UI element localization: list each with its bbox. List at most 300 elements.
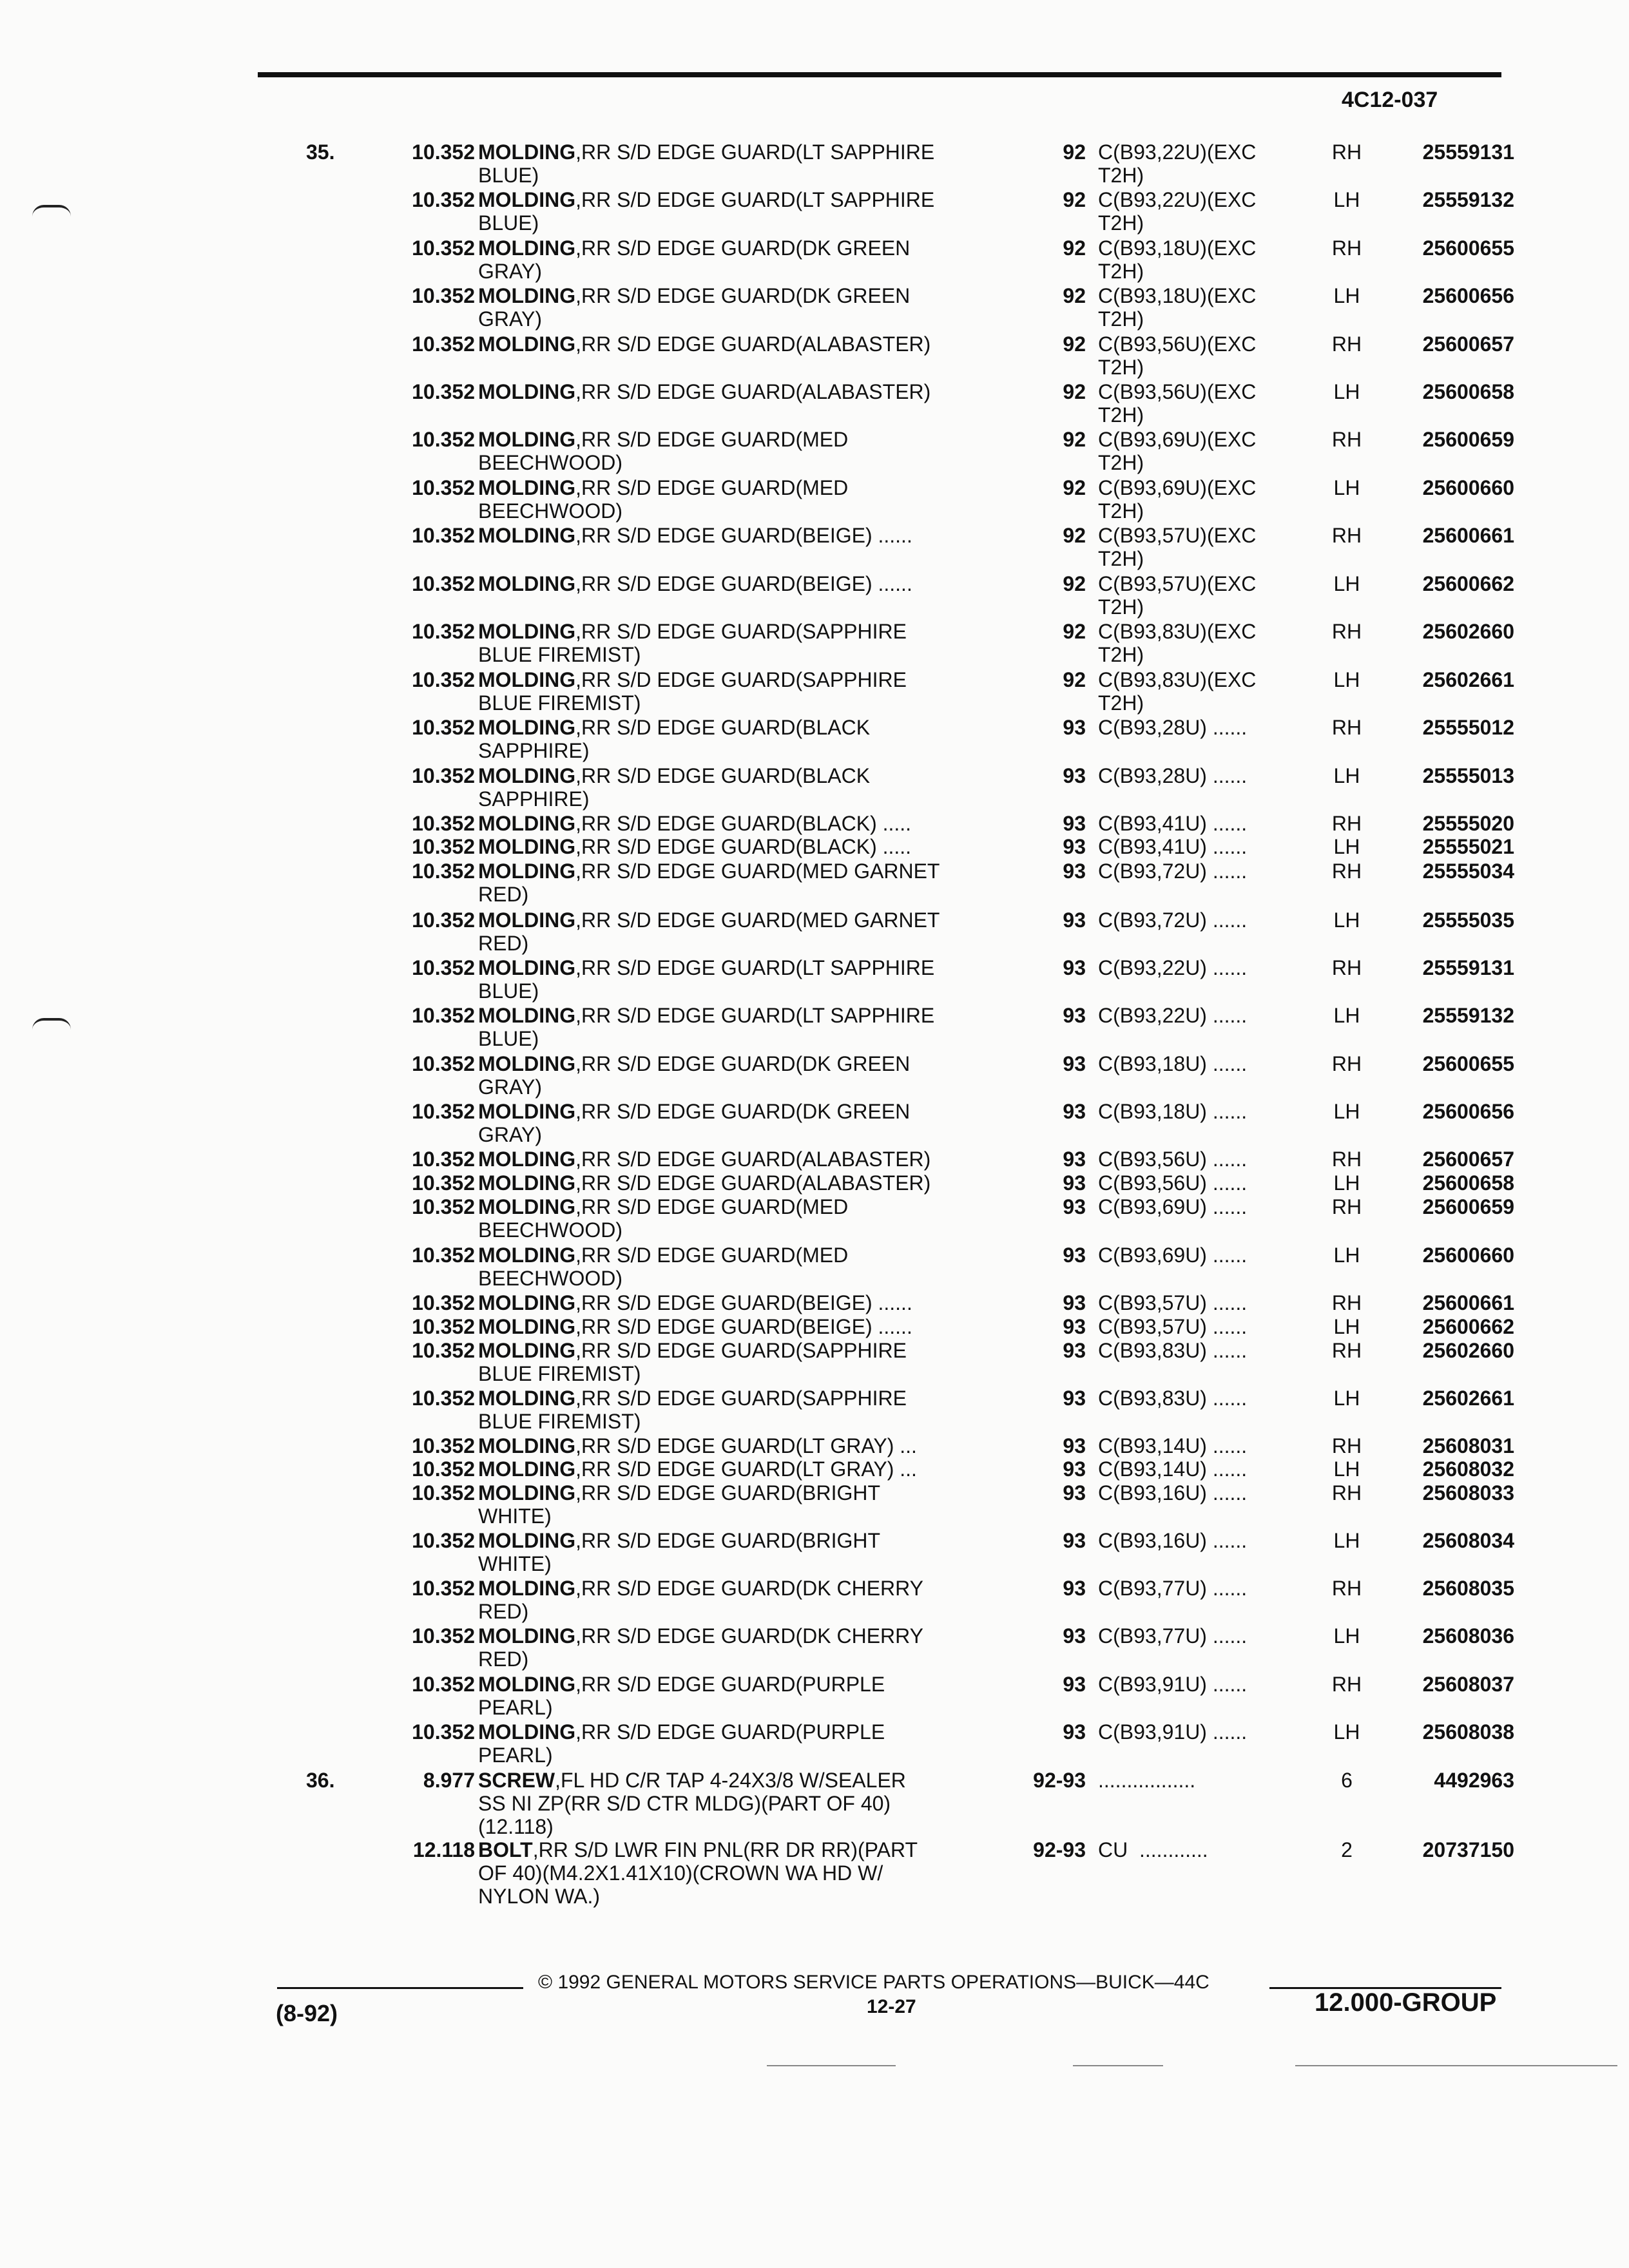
model-year: 93: [1063, 1577, 1086, 1600]
application-line: C(B93,56U) ......: [1098, 1148, 1248, 1171]
application-code: [1098, 1052, 1291, 1075]
part-number: 25559131: [1422, 956, 1514, 979]
reference-number: 8.977: [423, 1769, 475, 1792]
description-line: ,RR S/D EDGE GUARD(SAPPHIRE: [575, 620, 907, 643]
model-year: 93: [1063, 764, 1086, 787]
reference-number: 10.352: [412, 524, 475, 547]
part-number: 25555013: [1422, 764, 1514, 787]
description-continuation: BLUE): [478, 979, 539, 1003]
application-code: [1098, 764, 1291, 787]
part-description: [478, 1244, 1032, 1290]
application-line: C(B93,69U) ......: [1098, 1195, 1248, 1218]
part-number: 25608034: [1422, 1529, 1514, 1552]
application-line: C(B93,14U) ......: [1098, 1434, 1248, 1457]
part-description: [478, 620, 1032, 666]
description-line: ,RR S/D EDGE GUARD(BEIGE) ......: [575, 524, 912, 547]
part-description: [478, 835, 1032, 858]
item-number: 35.: [306, 140, 335, 164]
part-name: MOLDING: [478, 1004, 576, 1027]
part-description: [478, 524, 1032, 547]
part-number: 4492963: [1434, 1769, 1514, 1792]
side-or-quantity: RH: [1331, 812, 1362, 835]
part-description: [478, 1434, 1032, 1457]
part-number: 25555034: [1422, 860, 1514, 883]
reference-number: 10.352: [412, 1673, 475, 1696]
description-line: ,RR S/D EDGE GUARD(BRIGHT: [575, 1481, 881, 1504]
side-or-quantity: RH: [1331, 1052, 1362, 1075]
description-continuation: BLUE): [478, 211, 539, 235]
application-line: C(B93,56U)(EXC: [1098, 332, 1257, 356]
reference-number: 10.352: [412, 1339, 475, 1362]
reference-number: 10.352: [412, 188, 475, 211]
part-name: MOLDING: [478, 188, 576, 211]
part-description: [478, 1577, 1032, 1623]
model-year: 93: [1063, 1481, 1086, 1504]
side-or-quantity: RH: [1331, 1673, 1362, 1696]
side-or-quantity: LH: [1333, 476, 1360, 499]
description-line: ,RR S/D EDGE GUARD(ALABASTER): [575, 1148, 931, 1171]
part-number: 25600658: [1422, 380, 1514, 403]
part-name: MOLDING: [478, 835, 576, 858]
part-name: MOLDING: [478, 380, 576, 403]
description-line: ,RR S/D EDGE GUARD(MED: [575, 1244, 849, 1267]
application-line: C(B93,77U) ......: [1098, 1624, 1248, 1648]
application-code: [1098, 1624, 1291, 1648]
part-name: MOLDING: [478, 1052, 576, 1075]
part-name: SCREW: [478, 1769, 555, 1792]
reference-number: 10.352: [412, 1720, 475, 1744]
side-or-quantity: LH: [1333, 1457, 1360, 1481]
part-name: MOLDING: [478, 332, 576, 356]
application-code: [1098, 1838, 1291, 1861]
part-description: [478, 1457, 1032, 1481]
description-continuation: BLUE): [478, 1027, 539, 1050]
description-line: ,RR S/D EDGE GUARD(DK CHERRY: [575, 1577, 924, 1600]
description-line: ,RR S/D EDGE GUARD(SAPPHIRE: [575, 1339, 907, 1362]
reference-number: 10.352: [412, 572, 475, 595]
application-line: C(B93,16U) ......: [1098, 1529, 1248, 1552]
scan-artifact: [1295, 2065, 1617, 2066]
part-description: [478, 236, 1032, 283]
side-or-quantity: RH: [1331, 1339, 1362, 1362]
description-continuation: WHITE): [478, 1552, 552, 1575]
description-line: ,RR S/D EDGE GUARD(BLACK: [575, 716, 871, 739]
part-name: MOLDING: [478, 236, 576, 260]
description-line: ,RR S/D EDGE GUARD(DK GREEN: [575, 1100, 911, 1123]
part-number: 25602660: [1422, 620, 1514, 643]
model-year: 93: [1063, 908, 1086, 932]
part-description: [478, 1100, 1032, 1146]
side-or-quantity: 6: [1341, 1769, 1353, 1792]
application-continuation: T2H): [1098, 260, 1144, 283]
model-year: 92-93: [1033, 1769, 1086, 1792]
reference-number: 10.352: [412, 1434, 475, 1457]
description-continuation: BEECHWOOD): [478, 499, 622, 523]
side-or-quantity: LH: [1333, 284, 1360, 307]
application-line: C(B93,69U) ......: [1098, 1244, 1248, 1267]
reference-number: 10.352: [412, 835, 475, 858]
side-or-quantity: LH: [1333, 1529, 1360, 1552]
description-continuation: BLUE FIREMIST): [478, 1410, 641, 1433]
application-code: [1098, 284, 1291, 331]
application-code: [1098, 380, 1291, 427]
description-line: ,RR S/D EDGE GUARD(MED: [575, 428, 849, 451]
description-line: ,RR S/D EDGE GUARD(DK GREEN: [575, 284, 911, 307]
reference-number: 10.352: [412, 1315, 475, 1338]
reference-number: 10.352: [412, 620, 475, 643]
part-number: 25608032: [1422, 1457, 1514, 1481]
part-name: MOLDING: [478, 908, 576, 932]
application-code: [1098, 476, 1291, 523]
description-continuation: BEECHWOOD): [478, 1267, 622, 1290]
side-or-quantity: RH: [1331, 956, 1362, 979]
application-continuation: T2H): [1098, 691, 1144, 715]
description-continuation: SS NI ZP(RR S/D CTR MLDG)(PART OF 40): [478, 1792, 891, 1815]
model-year: 93: [1063, 1052, 1086, 1075]
application-code: [1098, 620, 1291, 666]
reference-number: 10.352: [412, 1171, 475, 1195]
part-name: MOLDING: [478, 716, 576, 739]
description-continuation: (12.118): [478, 1815, 554, 1838]
model-year: 93: [1063, 1720, 1086, 1744]
reference-number: 10.352: [412, 956, 475, 979]
application-line: C(B93,22U) ......: [1098, 956, 1248, 979]
part-number: 20737150: [1422, 1838, 1514, 1861]
part-description: [478, 428, 1032, 474]
model-year: 92: [1063, 428, 1086, 451]
reference-number: 10.352: [412, 236, 475, 260]
part-name: MOLDING: [478, 1339, 576, 1362]
part-number: 25600655: [1422, 236, 1514, 260]
part-number: 25608033: [1422, 1481, 1514, 1504]
application-continuation: T2H): [1098, 451, 1144, 474]
model-year: 92: [1063, 380, 1086, 403]
application-code: [1098, 428, 1291, 474]
part-description: [478, 188, 1032, 235]
copyright: © 1992 GENERAL MOTORS SERVICE PARTS OPERATIONS—BUICK—44C: [538, 1972, 1210, 1993]
application-line: C(B93,83U)(EXC: [1098, 620, 1257, 643]
application-code: [1098, 236, 1291, 283]
part-number: 25608038: [1422, 1720, 1514, 1744]
application-line: C(B93,16U) ......: [1098, 1481, 1248, 1504]
part-name: MOLDING: [478, 1291, 576, 1314]
application-line: C(B93,77U) ......: [1098, 1577, 1248, 1600]
part-number: 25559131: [1422, 140, 1514, 164]
part-name: MOLDING: [478, 812, 576, 835]
part-description: [478, 1339, 1032, 1385]
model-year: 92: [1063, 476, 1086, 499]
part-description: [478, 1052, 1032, 1099]
description-line: ,RR S/D EDGE GUARD(ALABASTER): [575, 1171, 931, 1195]
model-year: 92: [1063, 236, 1086, 260]
part-number: 25602661: [1422, 668, 1514, 691]
description-continuation: PEARL): [478, 1696, 553, 1719]
application-line: C(B93,83U) ......: [1098, 1387, 1248, 1410]
part-description: [478, 1195, 1032, 1242]
part-description: [478, 668, 1032, 715]
application-line: C(B93,18U) ......: [1098, 1052, 1248, 1075]
part-name: MOLDING: [478, 428, 576, 451]
part-description: [478, 332, 1032, 356]
part-name: MOLDING: [478, 572, 576, 595]
application-code: [1098, 956, 1291, 979]
model-year: 93: [1063, 1171, 1086, 1195]
application-code: [1098, 908, 1291, 932]
scan-artifact: [767, 2065, 896, 2066]
application-line: C(B93,22U)(EXC: [1098, 188, 1257, 211]
part-description: [478, 1529, 1032, 1575]
reference-number: 10.352: [412, 476, 475, 499]
group-number: 12.000-GROUP: [1315, 1988, 1497, 2017]
part-number: 25600657: [1422, 332, 1514, 356]
application-code: [1098, 1673, 1291, 1696]
application-line: C(B93,91U) ......: [1098, 1720, 1248, 1744]
side-or-quantity: RH: [1331, 524, 1362, 547]
application-code: [1098, 1457, 1291, 1481]
description-continuation: SAPPHIRE): [478, 787, 590, 811]
application-code: [1098, 1004, 1291, 1027]
application-continuation: T2H): [1098, 499, 1144, 523]
model-year: 93: [1063, 835, 1086, 858]
model-year: 93: [1063, 1434, 1086, 1457]
part-description: [478, 140, 1032, 187]
model-year: 92: [1063, 284, 1086, 307]
part-number: 25555012: [1422, 716, 1514, 739]
part-number: 25600662: [1422, 1315, 1514, 1338]
model-year: 93: [1063, 1315, 1086, 1338]
side-or-quantity: RH: [1331, 1434, 1362, 1457]
description-continuation: BEECHWOOD): [478, 451, 622, 474]
application-line: C(B93,22U)(EXC: [1098, 140, 1257, 164]
application-code: [1098, 524, 1291, 570]
part-description: [478, 1387, 1032, 1433]
application-continuation: T2H): [1098, 547, 1144, 570]
part-name: MOLDING: [478, 1529, 576, 1552]
reference-number: 10.352: [412, 140, 475, 164]
part-name: MOLDING: [478, 1315, 576, 1338]
model-year: 93: [1063, 1004, 1086, 1027]
side-or-quantity: LH: [1333, 1004, 1360, 1027]
part-number: 25600660: [1422, 476, 1514, 499]
application-code: [1098, 1720, 1291, 1744]
side-or-quantity: 2: [1341, 1838, 1353, 1861]
description-line: ,RR S/D EDGE GUARD(PURPLE: [575, 1720, 885, 1744]
application-code: [1098, 1577, 1291, 1600]
model-year: 92: [1063, 668, 1086, 691]
part-description: [478, 1481, 1032, 1528]
application-continuation: T2H): [1098, 356, 1144, 379]
application-code: [1098, 860, 1291, 883]
application-code: [1098, 140, 1291, 187]
model-year: 93: [1063, 1148, 1086, 1171]
part-description: [478, 572, 1032, 595]
part-number: 25600659: [1422, 428, 1514, 451]
reference-number: 12.118: [412, 1838, 475, 1861]
part-name: MOLDING: [478, 1481, 576, 1504]
description-line: ,RR S/D EDGE GUARD(DK GREEN: [575, 236, 911, 260]
reference-number: 10.352: [412, 380, 475, 403]
description-continuation: GRAY): [478, 1123, 542, 1146]
model-year: 93: [1063, 1244, 1086, 1267]
reference-number: 10.352: [412, 716, 475, 739]
application-line: C(B93,57U)(EXC: [1098, 572, 1257, 595]
description-line: ,RR S/D EDGE GUARD(DK CHERRY: [575, 1624, 924, 1648]
application-code: [1098, 716, 1291, 739]
part-name: MOLDING: [478, 1148, 576, 1171]
side-or-quantity: RH: [1331, 428, 1362, 451]
part-name: MOLDING: [478, 620, 576, 643]
application-line: C(B93,83U) ......: [1098, 1339, 1248, 1362]
application-code: [1098, 1195, 1291, 1218]
application-continuation: T2H): [1098, 164, 1144, 187]
side-or-quantity: LH: [1333, 1624, 1360, 1648]
reference-number: 10.352: [412, 428, 475, 451]
part-description: [478, 1315, 1032, 1338]
side-or-quantity: LH: [1333, 1171, 1360, 1195]
reference-number: 10.352: [412, 860, 475, 883]
reference-number: 10.352: [412, 668, 475, 691]
description-continuation: BEECHWOOD): [478, 1218, 622, 1242]
application-code: [1098, 1434, 1291, 1457]
application-continuation: T2H): [1098, 643, 1144, 666]
part-description: [478, 1624, 1032, 1671]
model-year: 93: [1063, 956, 1086, 979]
model-year: 93: [1063, 1387, 1086, 1410]
description-continuation: SAPPHIRE): [478, 739, 590, 762]
application-line: C(B93,56U)(EXC: [1098, 380, 1257, 403]
reference-number: 10.352: [412, 332, 475, 356]
application-line: C(B93,18U) ......: [1098, 1100, 1248, 1123]
part-number: 25608036: [1422, 1624, 1514, 1648]
application-code: [1098, 1339, 1291, 1362]
description-line: ,RR S/D EDGE GUARD(SAPPHIRE: [575, 1387, 907, 1410]
reference-number: 10.352: [412, 812, 475, 835]
part-name: MOLDING: [478, 524, 576, 547]
application-line: C(B93,18U)(EXC: [1098, 284, 1257, 307]
part-name: MOLDING: [478, 140, 576, 164]
reference-number: 10.352: [412, 1004, 475, 1027]
part-name: MOLDING: [478, 764, 576, 787]
description-continuation: BLUE): [478, 164, 539, 187]
footer-rule: [277, 1987, 523, 1989]
part-name: MOLDING: [478, 1673, 576, 1696]
application-code: [1098, 835, 1291, 858]
reference-number: 10.352: [412, 1052, 475, 1075]
application-code: [1098, 1529, 1291, 1552]
description-continuation: GRAY): [478, 1075, 542, 1099]
description-line: ,RR S/D EDGE GUARD(ALABASTER): [575, 332, 931, 356]
part-number: 25602661: [1422, 1387, 1514, 1410]
part-name: MOLDING: [478, 1720, 576, 1744]
application-code: [1098, 668, 1291, 715]
reference-number: 10.352: [412, 1481, 475, 1504]
reference-number: 10.352: [412, 1291, 475, 1314]
part-name: MOLDING: [478, 1577, 576, 1600]
part-number: 25600660: [1422, 1244, 1514, 1267]
description-line: ,RR S/D EDGE GUARD(MED: [575, 476, 849, 499]
side-or-quantity: RH: [1331, 140, 1362, 164]
reference-number: 10.352: [412, 1195, 475, 1218]
description-continuation: BLUE FIREMIST): [478, 643, 641, 666]
application-continuation: T2H): [1098, 211, 1144, 235]
part-name: MOLDING: [478, 284, 576, 307]
part-description: [478, 812, 1032, 835]
description-continuation: RED): [478, 1648, 529, 1671]
application-line: C(B93,28U) ......: [1098, 716, 1248, 739]
part-name: MOLDING: [478, 1244, 576, 1267]
application-line: C(B93,72U) ......: [1098, 908, 1248, 932]
description-line: ,RR S/D EDGE GUARD(DK GREEN: [575, 1052, 911, 1075]
description-line: ,RR S/D LWR FIN PNL(RR DR RR)(PART: [532, 1838, 918, 1861]
part-name: MOLDING: [478, 1457, 576, 1481]
side-or-quantity: LH: [1333, 572, 1360, 595]
model-year: 93: [1063, 1673, 1086, 1696]
description-line: ,RR S/D EDGE GUARD(BLACK) .....: [575, 835, 912, 858]
description-continuation: GRAY): [478, 260, 542, 283]
part-name: BOLT: [478, 1838, 533, 1861]
side-or-quantity: RH: [1331, 1481, 1362, 1504]
application-line: C(B93,56U) ......: [1098, 1171, 1248, 1195]
part-description: [478, 956, 1032, 1003]
part-name: MOLDING: [478, 668, 576, 691]
description-line: ,RR S/D EDGE GUARD(ALABASTER): [575, 380, 931, 403]
side-or-quantity: LH: [1333, 1720, 1360, 1744]
part-description: [478, 476, 1032, 523]
description-line: ,RR S/D EDGE GUARD(LT SAPPHIRE: [575, 956, 935, 979]
side-or-quantity: RH: [1331, 236, 1362, 260]
part-number: 25555021: [1422, 835, 1514, 858]
part-number: 25600662: [1422, 572, 1514, 595]
side-or-quantity: LH: [1333, 188, 1360, 211]
part-number: 25555020: [1422, 812, 1514, 835]
item-number: 36.: [306, 1769, 335, 1792]
application-code: [1098, 1387, 1291, 1410]
part-name: MOLDING: [478, 1434, 576, 1457]
application-continuation: T2H): [1098, 595, 1144, 619]
part-number: 25608031: [1422, 1434, 1514, 1457]
description-line: ,RR S/D EDGE GUARD(BEIGE) ......: [575, 1315, 912, 1338]
model-year: 93: [1063, 1100, 1086, 1123]
description-line: ,FL HD C/R TAP 4-24X3/8 W/SEALER: [555, 1769, 906, 1792]
application-code: [1098, 1315, 1291, 1338]
part-name: MOLDING: [478, 1195, 576, 1218]
model-year: 93: [1063, 1624, 1086, 1648]
side-or-quantity: RH: [1331, 1577, 1362, 1600]
model-year: 93: [1063, 1195, 1086, 1218]
part-name: MOLDING: [478, 1171, 576, 1195]
part-number: 25559132: [1422, 188, 1514, 211]
part-description: [478, 1148, 1032, 1171]
part-description: [478, 284, 1032, 331]
part-number: 25600656: [1422, 1100, 1514, 1123]
part-name: MOLDING: [478, 860, 576, 883]
reference-number: 10.352: [412, 764, 475, 787]
application-line: C(B93,69U)(EXC: [1098, 428, 1257, 451]
part-description: [478, 1720, 1032, 1767]
description-line: ,RR S/D EDGE GUARD(LT SAPPHIRE: [575, 188, 935, 211]
part-number: 25600658: [1422, 1171, 1514, 1195]
application-code: [1098, 572, 1291, 619]
part-number: 25555035: [1422, 908, 1514, 932]
application-line: C(B93,28U) ......: [1098, 764, 1248, 787]
side-or-quantity: LH: [1333, 1315, 1360, 1338]
part-description: [478, 1171, 1032, 1195]
part-description: [478, 908, 1032, 955]
description-line: ,RR S/D EDGE GUARD(MED GARNET: [575, 860, 940, 883]
application-line: C(B93,72U) ......: [1098, 860, 1248, 883]
application-line: C(B93,69U)(EXC: [1098, 476, 1257, 499]
description-continuation: RED): [478, 932, 529, 955]
